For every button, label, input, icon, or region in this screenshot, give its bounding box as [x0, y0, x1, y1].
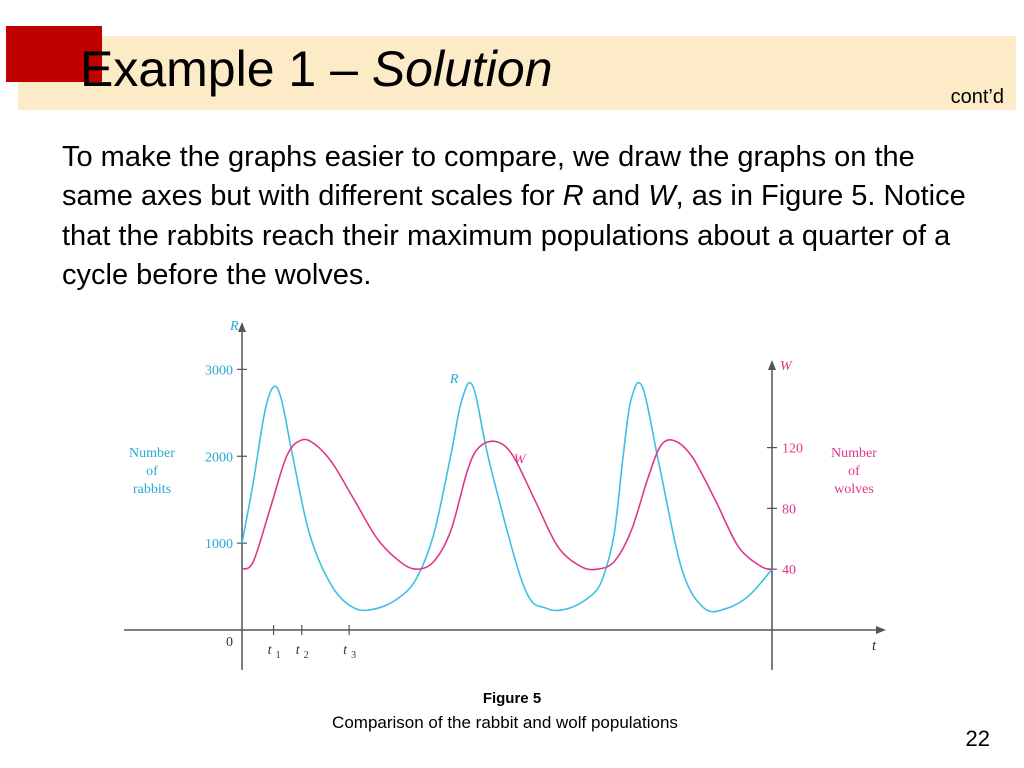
- left-tick-label: 1000: [205, 537, 233, 553]
- variable-r: R: [562, 180, 584, 213]
- x-axis-label: t: [872, 638, 877, 654]
- population-chart: [112, 312, 912, 678]
- right-axis-arrow: [768, 360, 776, 370]
- continued-label: cont’d: [950, 86, 1004, 108]
- left-axis-title-line: rabbits: [132, 482, 172, 497]
- left-axis-title-line: Number: [129, 446, 175, 461]
- body-text-and: and: [583, 180, 649, 213]
- left-axis-variable: R: [230, 319, 239, 334]
- variable-w: W: [648, 180, 676, 213]
- slide-title: [80, 42, 553, 97]
- right-tick-label: 80: [782, 502, 796, 518]
- right-axis-variable: W: [780, 359, 792, 374]
- right-axis-title-line: of: [848, 464, 860, 479]
- left-tick-label: 2000: [205, 450, 233, 466]
- title-prefix: Example 1 –: [80, 41, 372, 97]
- figure-5: [112, 312, 912, 678]
- left-tick-label: 3000: [205, 363, 233, 379]
- x-tick-subscript: 1: [275, 650, 281, 661]
- page-number: 22: [965, 726, 990, 751]
- title-italic: Solution: [371, 41, 553, 97]
- x-tick-label: t: [267, 643, 272, 658]
- x-tick-subscript: 2: [303, 650, 309, 661]
- origin-label: 0: [226, 635, 233, 650]
- x-tick-label: t: [295, 643, 300, 658]
- x-tick-subscript: 3: [351, 650, 357, 661]
- body-paragraph: [62, 138, 982, 296]
- series-line-r: [242, 383, 772, 612]
- x-tick-label: t: [343, 643, 348, 658]
- series-line-w: [242, 439, 772, 569]
- body-text-part-2: , as in Figure 5. Notice that the rabbits reach their maximum populations about a quarter of a cycle before the wolves.: [62, 180, 966, 292]
- left-axis-title-line: of: [146, 464, 158, 479]
- figure-caption: Comparison of the rabbit and wolf populations: [332, 713, 678, 732]
- right-tick-label: 120: [782, 441, 803, 457]
- right-axis-title-line: Number: [831, 446, 877, 461]
- series-label-w: W: [513, 452, 526, 468]
- figure-label: Figure 5: [482, 690, 542, 707]
- right-tick-label: 40: [782, 563, 796, 579]
- x-axis-arrow: [876, 626, 886, 634]
- series-label-r: R: [449, 371, 459, 387]
- left-axis-arrow: [238, 322, 246, 332]
- right-axis-title-line: wolves: [834, 482, 874, 497]
- body-text-part-1: To make the graphs easier to compare, we draw the graphs on the same axes but with different scales for: [62, 141, 915, 213]
